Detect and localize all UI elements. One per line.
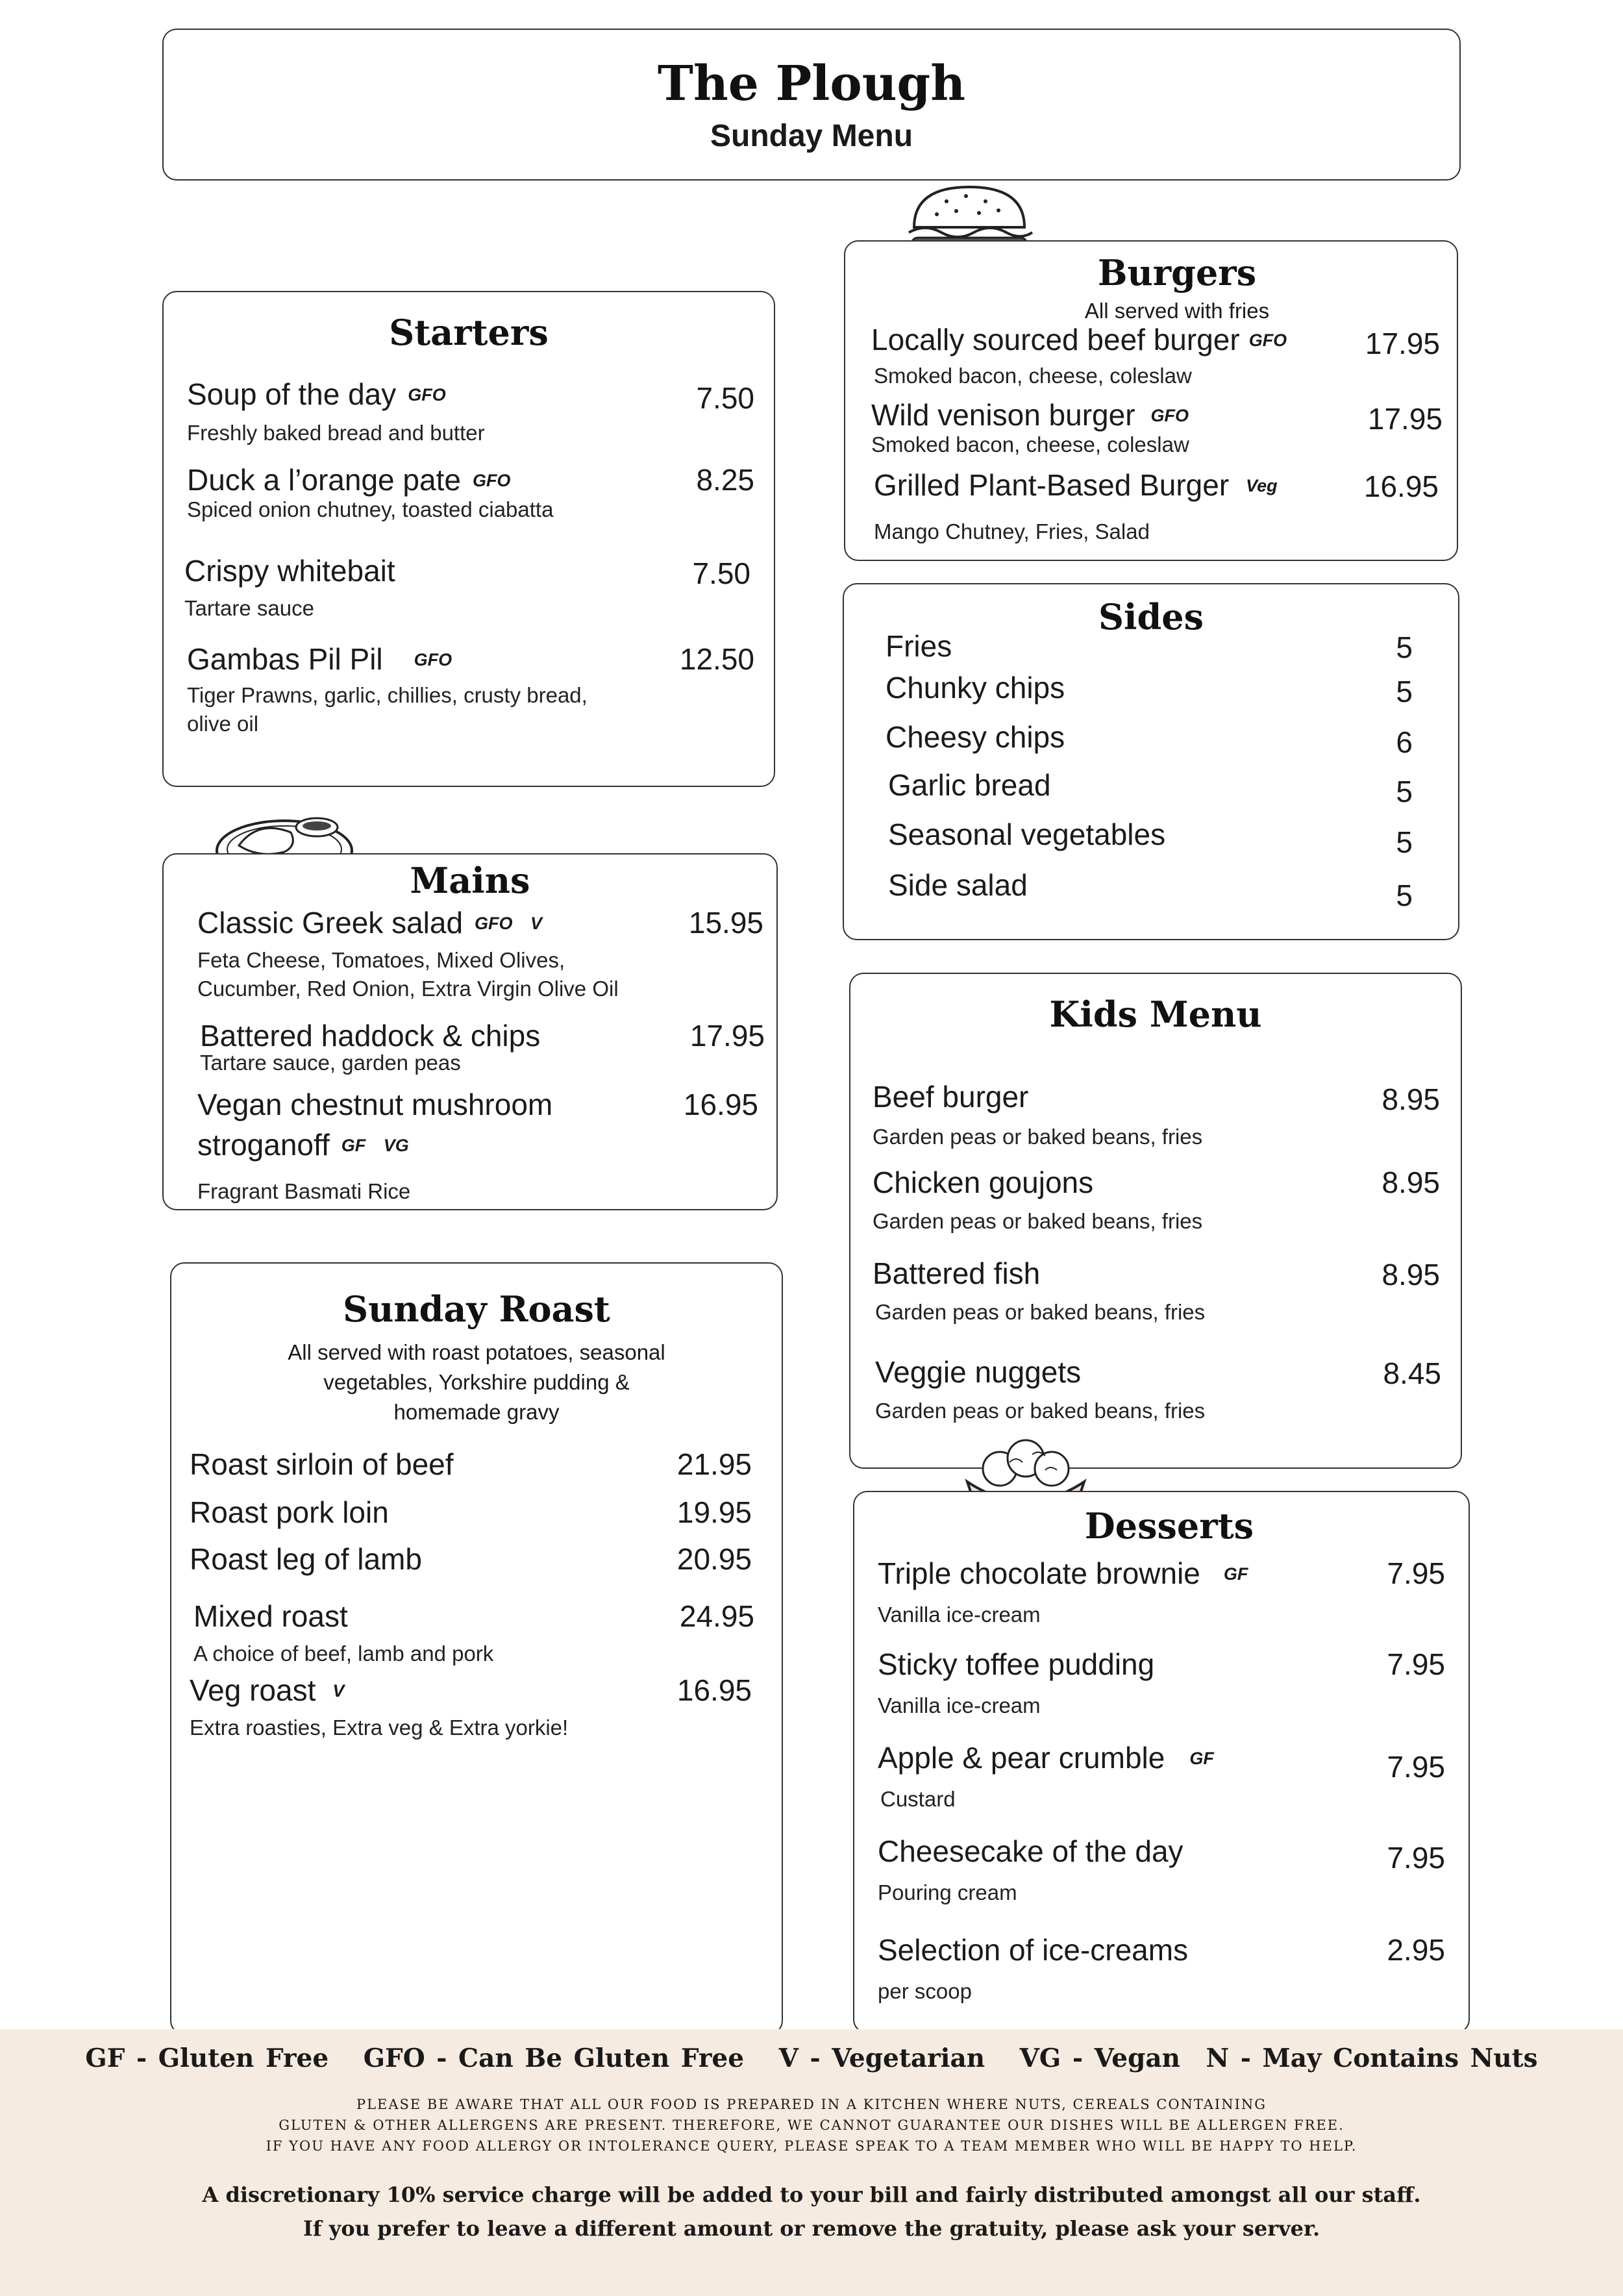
kids-item-price: 8.95: [1381, 1082, 1440, 1116]
item-description-cont: Cucumber, Red Onion, Extra Virgin Olive Oil: [197, 977, 619, 1001]
item-name: Triple chocolate brownie: [878, 1556, 1200, 1590]
burgers-note: All served with fries: [1084, 299, 1270, 323]
item-price: 17.95: [1365, 327, 1440, 360]
item-name: Locally sourced beef burger: [871, 323, 1240, 356]
legend-n: N - May Contains Nuts: [1206, 2043, 1538, 2073]
kids-menu-section: [849, 973, 1462, 1469]
kids-item-name: Battered fish: [873, 1256, 1041, 1290]
side-name: Side salad: [888, 868, 1028, 902]
footer: [0, 2029, 1623, 2296]
diet-tag: GFO: [408, 385, 446, 405]
item-description: Custard: [880, 1787, 956, 1811]
side-name: Cheesy chips: [886, 720, 1065, 754]
item-description: Fragrant Basmati Rice: [197, 1179, 411, 1203]
item-name: Apple & pear crumble: [878, 1741, 1165, 1775]
item-price: 7.95: [1387, 1750, 1445, 1784]
service-charge-notice: A discretionary 10% service charge will be added to your bill and fairly distributed amongst all our staff.: [202, 2182, 1421, 2207]
allergy-notice: PLEASE BE AWARE THAT ALL OUR FOOD IS PREPARED IN A KITCHEN WHERE NUTS, CEREALS CONTAINING: [356, 2097, 1267, 2112]
item-description: Pouring cream: [878, 1880, 1017, 1904]
roast-item-description: Extra roasties, Extra veg & Extra yorkie!: [190, 1716, 569, 1740]
side-name: Garlic bread: [888, 768, 1051, 802]
burgers-title: Burgers: [1097, 252, 1257, 293]
roast-item-description: A choice of beef, lamb and pork: [193, 1641, 494, 1666]
item-price: 2.95: [1387, 1933, 1445, 1967]
side-name: Seasonal vegetables: [888, 817, 1166, 851]
roast-item-price: 21.95: [676, 1447, 752, 1481]
item-description: Smoked bacon, cheese, coleslaw: [874, 364, 1192, 388]
kids-item-name: Chicken goujons: [873, 1166, 1094, 1199]
roast-item-name: Roast pork loin: [190, 1495, 389, 1529]
gratuity-notice: If you prefer to leave a different amount or remove the gratuity, please ask your server.: [303, 2216, 1320, 2241]
item-description: Freshly baked bread and butter: [187, 421, 485, 445]
roast-item-price: 20.95: [676, 1542, 752, 1576]
sunday-roast-title: Sunday Roast: [343, 1288, 610, 1330]
item-price: 12.50: [679, 642, 754, 676]
dietary-legend: [0, 2043, 1623, 2073]
diet-tag: V: [332, 1681, 345, 1701]
item-price: 16.95: [683, 1088, 758, 1121]
burgers-section: [844, 240, 1458, 561]
item-name: Sticky toffee pudding: [878, 1647, 1155, 1681]
item-price: 7.95: [1387, 1647, 1445, 1681]
allergy-notice: IF YOU HAVE ANY FOOD ALLERGY OR INTOLERANCE QUERY, PLEASE SPEAK TO A TEAM MEMBER WHO WILL BE HAPPY TO HELP.: [266, 2138, 1357, 2154]
kids-item-price: 8.95: [1381, 1258, 1440, 1292]
diet-tag: GFO: [1248, 331, 1287, 350]
legend-vg: VG - Vegan: [1019, 2043, 1180, 2073]
item-description: Vanilla ice-cream: [878, 1603, 1041, 1627]
item-description: Tiger Prawns, garlic, chillies, crusty bread,: [187, 683, 588, 707]
mains-section: [162, 853, 778, 1210]
kids-item-price: 8.95: [1381, 1166, 1440, 1199]
legend-gf: GF - Gluten Free: [85, 2043, 329, 2073]
kids-item-name: Beef burger: [873, 1080, 1029, 1114]
item-name: Selection of ice-creams: [878, 1933, 1189, 1967]
item-name: Soup of the day: [187, 377, 397, 411]
item-price: 8.25: [696, 463, 754, 497]
item-description: Smoked bacon, cheese, coleslaw: [871, 432, 1189, 456]
roast-item-price: 19.95: [676, 1495, 752, 1529]
desserts-section: [853, 1491, 1470, 2034]
side-price: 5: [1396, 675, 1413, 708]
starters-title: Starters: [389, 312, 549, 353]
roast-note: homemade gravy: [393, 1400, 560, 1424]
item-price: 16.95: [1363, 469, 1439, 503]
side-price: 5: [1396, 630, 1413, 664]
item-price: 17.95: [1367, 402, 1443, 436]
diet-tag: GF: [1223, 1564, 1248, 1584]
side-price: 5: [1396, 879, 1413, 912]
item-name: Wild venison burger: [871, 398, 1135, 432]
item-price: 7.95: [1387, 1556, 1445, 1590]
kids-item-description: Garden peas or baked beans, fries: [873, 1209, 1203, 1233]
item-name: Cheesecake of the day: [878, 1834, 1183, 1868]
diet-tag: Veg: [1246, 476, 1278, 495]
item-name-cont: stroganoff: [197, 1128, 330, 1162]
item-price: 7.50: [696, 381, 754, 415]
side-price: 5: [1396, 775, 1413, 808]
kids-menu-title: Kids Menu: [1049, 993, 1262, 1035]
item-description: Vanilla ice-cream: [878, 1693, 1041, 1717]
item-description: Spiced onion chutney, toasted ciabatta: [187, 497, 554, 521]
sides-title: Sides: [1098, 596, 1204, 638]
kids-item-description: Garden peas or baked beans, fries: [873, 1125, 1203, 1149]
item-name: Classic Greek salad: [197, 906, 464, 940]
item-description: Tartare sauce: [184, 596, 314, 620]
sunday-roast-section: [170, 1262, 783, 2035]
roast-item-price: 24.95: [679, 1599, 754, 1633]
allergy-notice: GLUTEN & OTHER ALLERGENS ARE PRESENT. THEREFORE, WE CANNOT GUARANTEE OUR DISHES WILL BE ALLERGEN FREE.: [279, 2117, 1344, 2133]
header-box: [162, 29, 1461, 181]
diet-tag: GF VG: [341, 1136, 409, 1155]
diet-tag: GFO V: [475, 914, 543, 933]
item-price: 7.50: [692, 556, 750, 590]
legend-v: V - Vegetarian: [778, 2043, 985, 2073]
side-name: Fries: [886, 629, 952, 663]
diet-tag: GFO: [1150, 406, 1189, 425]
kids-item-price: 8.45: [1383, 1356, 1441, 1390]
item-price: 15.95: [688, 906, 763, 940]
item-name: Battered haddock & chips: [200, 1019, 541, 1053]
item-description-cont: olive oil: [187, 712, 259, 736]
side-name: Chunky chips: [886, 671, 1065, 705]
item-name: Crispy whitebait: [184, 554, 395, 588]
diet-tag: GF: [1189, 1749, 1214, 1768]
legend-gfo: GFO - Can Be Gluten Free: [363, 2043, 745, 2073]
item-price: 17.95: [689, 1019, 765, 1053]
mains-title: Mains: [410, 860, 530, 901]
desserts-title: Desserts: [1084, 1505, 1254, 1547]
item-name: Grilled Plant-Based Burger: [874, 468, 1230, 502]
restaurant-name: The Plough: [657, 56, 966, 112]
roast-item-name: Mixed roast: [193, 1599, 348, 1633]
item-price: 7.95: [1387, 1841, 1445, 1875]
sides-section: [843, 583, 1459, 940]
kids-item-description: Garden peas or baked beans, fries: [875, 1300, 1206, 1324]
roast-item-price: 16.95: [676, 1673, 752, 1707]
roast-item-name: Roast sirloin of beef: [190, 1447, 454, 1481]
item-description: per scoop: [878, 1979, 972, 2003]
kids-item-name: Veggie nuggets: [875, 1355, 1082, 1389]
starters-section: [162, 291, 775, 787]
roast-note: All served with roast potatoes, seasonal: [288, 1340, 665, 1364]
roast-item-name: Veg roast: [190, 1673, 316, 1707]
item-name: Gambas Pil Pil: [187, 642, 383, 676]
item-description: Feta Cheese, Tomatoes, Mixed Olives,: [197, 948, 565, 972]
roast-item-name: Roast leg of lamb: [190, 1542, 422, 1576]
menu-subtitle: Sunday Menu: [710, 119, 913, 153]
diet-tag: GFO: [414, 650, 452, 669]
item-description: Tartare sauce, garden peas: [200, 1051, 461, 1075]
kids-item-description: Garden peas or baked beans, fries: [875, 1399, 1206, 1423]
side-price: 6: [1396, 725, 1413, 759]
roast-note: vegetables, Yorkshire pudding &: [323, 1370, 630, 1394]
item-name: Vegan chestnut mushroom: [197, 1088, 553, 1121]
diet-tag: GFO: [472, 471, 511, 490]
item-description: Mango Chutney, Fries, Salad: [874, 519, 1150, 543]
item-name: Duck a l’orange pate: [187, 463, 461, 497]
side-price: 5: [1396, 825, 1413, 859]
